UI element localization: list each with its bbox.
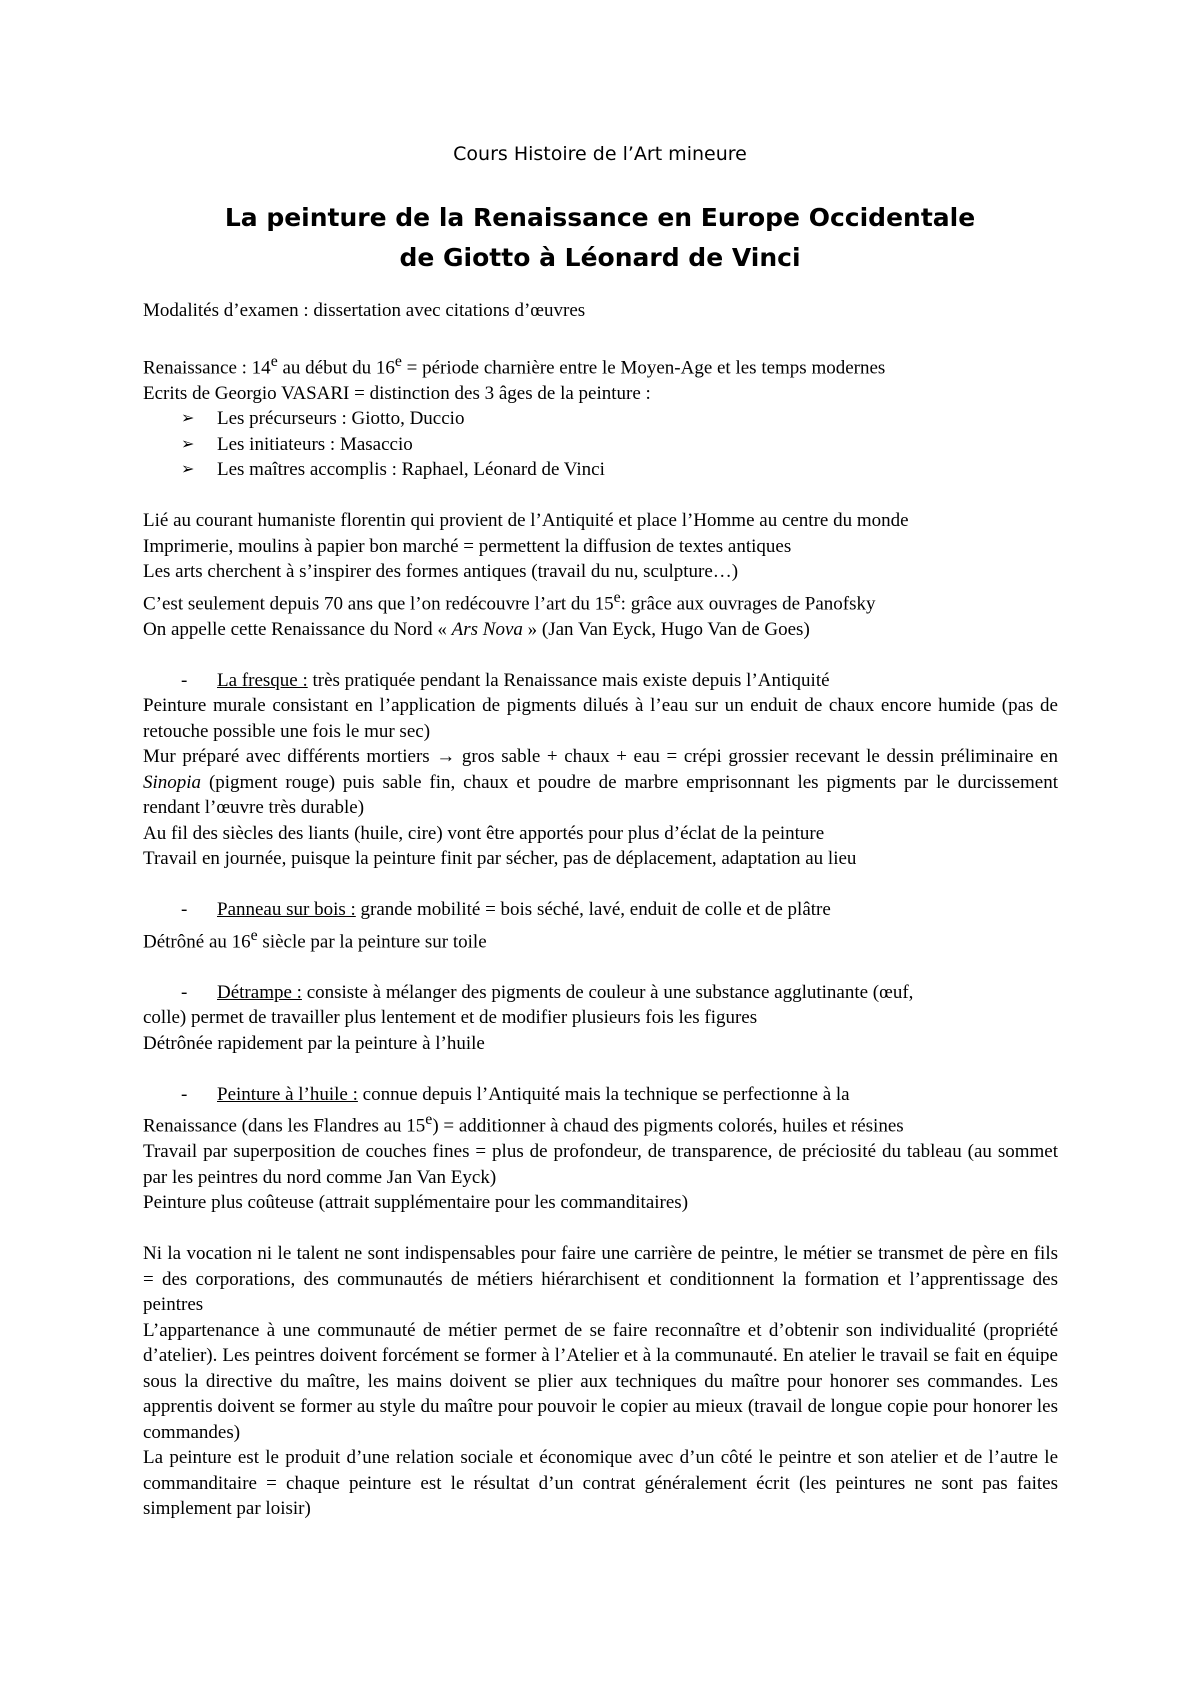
course-title: Cours Histoire de l’Art mineure <box>453 143 747 165</box>
paragraph: Mur préparé avec différents mortiers → gros sable + chaux + eau = crépi grossier recevant le dessin préliminaire en Sinopia (pigment rouge) puis sable fin, chaux et poudre de marbre emprisonnant les pigments par le durcissement rendant l’œuvre très durable) <box>143 746 1058 819</box>
printing-line: Imprimerie, moulins à papier bon marché = permettent la diffusion de textes antiques <box>143 535 792 557</box>
title-line-1: La peinture de la Renaissance en Europe Occidentale <box>224 203 976 232</box>
renaissance-line: Renaissance : 14e au début du $16^e$ = période charnière entre le Moyen-Age et les temps modernes <box>143 353 886 379</box>
paragraph: L’appartenance à une communauté de métier permet de se faire reconnaître et d’obtenir son individualité (propriété d’atelier). Les peintres doivent forcément se former à l’Atelier et à la communauté. En atelier le travail se fait en équipe sous la directive du maître, les mains doivent se plier aux techniques du maître pour honorer ses commandes. Les apprentis doivent se former au style du maître pour pouvoir le copier au mieux (travail de longue copie pour honorer les commandes) <box>143 1319 1058 1443</box>
dash-bullet: - <box>181 899 188 921</box>
ars-nova-line: On appelle cette Renaissance du Nord « Ars Nova » (Jan Van Eyck, Hugo Van de Goes) <box>143 618 810 640</box>
title-line-2: de Giotto à Léonard de Vinci <box>399 243 801 272</box>
page-title <box>0 198 1200 278</box>
vasari-line: Ecrits de Georgio VASARI = distinction des 3 âges de la peinture : <box>143 382 651 404</box>
paragraph: Peinture plus coûteuse (attrait supplémentaire pour les commanditaires) <box>143 1192 689 1214</box>
paragraph: Renaissance (dans les Flandres au $15^e$) = additionner à chaud des pigments colorés, huiles et résines <box>143 1111 904 1137</box>
section-heading-huile: - Peinture à l’huile : connue depuis l’Antiquité mais la technique se perfectionne à la <box>143 1082 1058 1108</box>
paragraph: Ni la vocation ni le talent ne sont indispensables pour faire une carrière de peintre, le métier se transmet de père en fils = des corporations, des communautés de métiers hiérarchisent et conditionnent la formation et l’apprentissage des peintres <box>143 1243 1058 1316</box>
section-heading-detrampe: - Détrampe : consiste à mélanger des pigments de couleur à une substance agglutinante (œuf, <box>143 980 1058 1006</box>
paragraph: colle) permet de travailler plus lentement et de modifier plusieurs fois les figures <box>143 1007 758 1029</box>
paragraph: Travail par superposition de couches fines = plus de profondeur, de transparence, de préciosité du tableau (au sommet par les peintres du nord comme Jan Van Eyck) <box>143 1141 1058 1188</box>
humanism-line: Lié au courant humaniste florentin qui provient de l’Antiquité et place l’Homme au centre du monde <box>143 510 909 532</box>
paragraph: Peinture murale consistant en l’application de pigments dilués à l’eau sur un enduit de chaux encore humide (pas de retouche possible une fois le mur sec) <box>143 695 1058 742</box>
paragraph: Détrôné au 16e siècle par la peinture sur toile <box>143 926 487 952</box>
paragraph: La peinture est le produit d’une relation sociale et économique avec d’un côté le peintre et son atelier et de l’autre le commanditaire = chaque peinture est le résultat d’un contrat généralement écrit (les peintures ne sont pas faites simplement par loisir) <box>143 1447 1058 1520</box>
paragraph: Détrônée rapidement par la peinture à l’huile <box>143 1032 485 1054</box>
section-heading-fresque: - La fresque : très pratiquée pendant la Renaissance mais existe depuis l’Antiquité <box>143 668 1058 694</box>
arrow-bullet-icon: ➢ <box>181 435 195 453</box>
panofsky-line: C’est seulement depuis 70 ans que l’on redécouvre l’art du 15e: grâce aux ouvrages de Panofsky <box>143 588 876 615</box>
document-body <box>143 298 1058 1522</box>
list-item: ➢ Les précurseurs : Giotto, Duccio <box>143 406 1058 432</box>
arrow-bullet-icon: ➢ <box>181 461 195 479</box>
paragraph: Au fil des siècles des liants (huile, cire) vont être apportés pour plus d’éclat de la peinture <box>143 822 825 844</box>
list-item: ➢ Les maîtres accomplis : Raphael, Léonard de Vinci <box>143 457 1058 483</box>
section-heading-panneau: - Panneau sur bois : grande mobilité = bois séché, lavé, enduit de colle et de plâtre <box>143 897 1058 923</box>
exam-line: Modalités d’examen : dissertation avec citations d’œuvres <box>143 300 586 321</box>
antique-forms-line: Les arts cherchent à s’inspirer des formes antiques (travail du nu, sculpture…) <box>143 561 739 583</box>
paragraph: Travail en journée, puisque la peinture finit par sécher, pas de déplacement, adaptation au lieu <box>143 848 857 870</box>
dash-bullet: - <box>181 1083 188 1105</box>
dash-bullet: - <box>181 669 188 691</box>
dash-bullet: - <box>181 981 188 1003</box>
arrow-bullet-icon: ➢ <box>181 410 195 428</box>
list-item: ➢ Les initiateurs : Masaccio <box>143 432 1058 458</box>
